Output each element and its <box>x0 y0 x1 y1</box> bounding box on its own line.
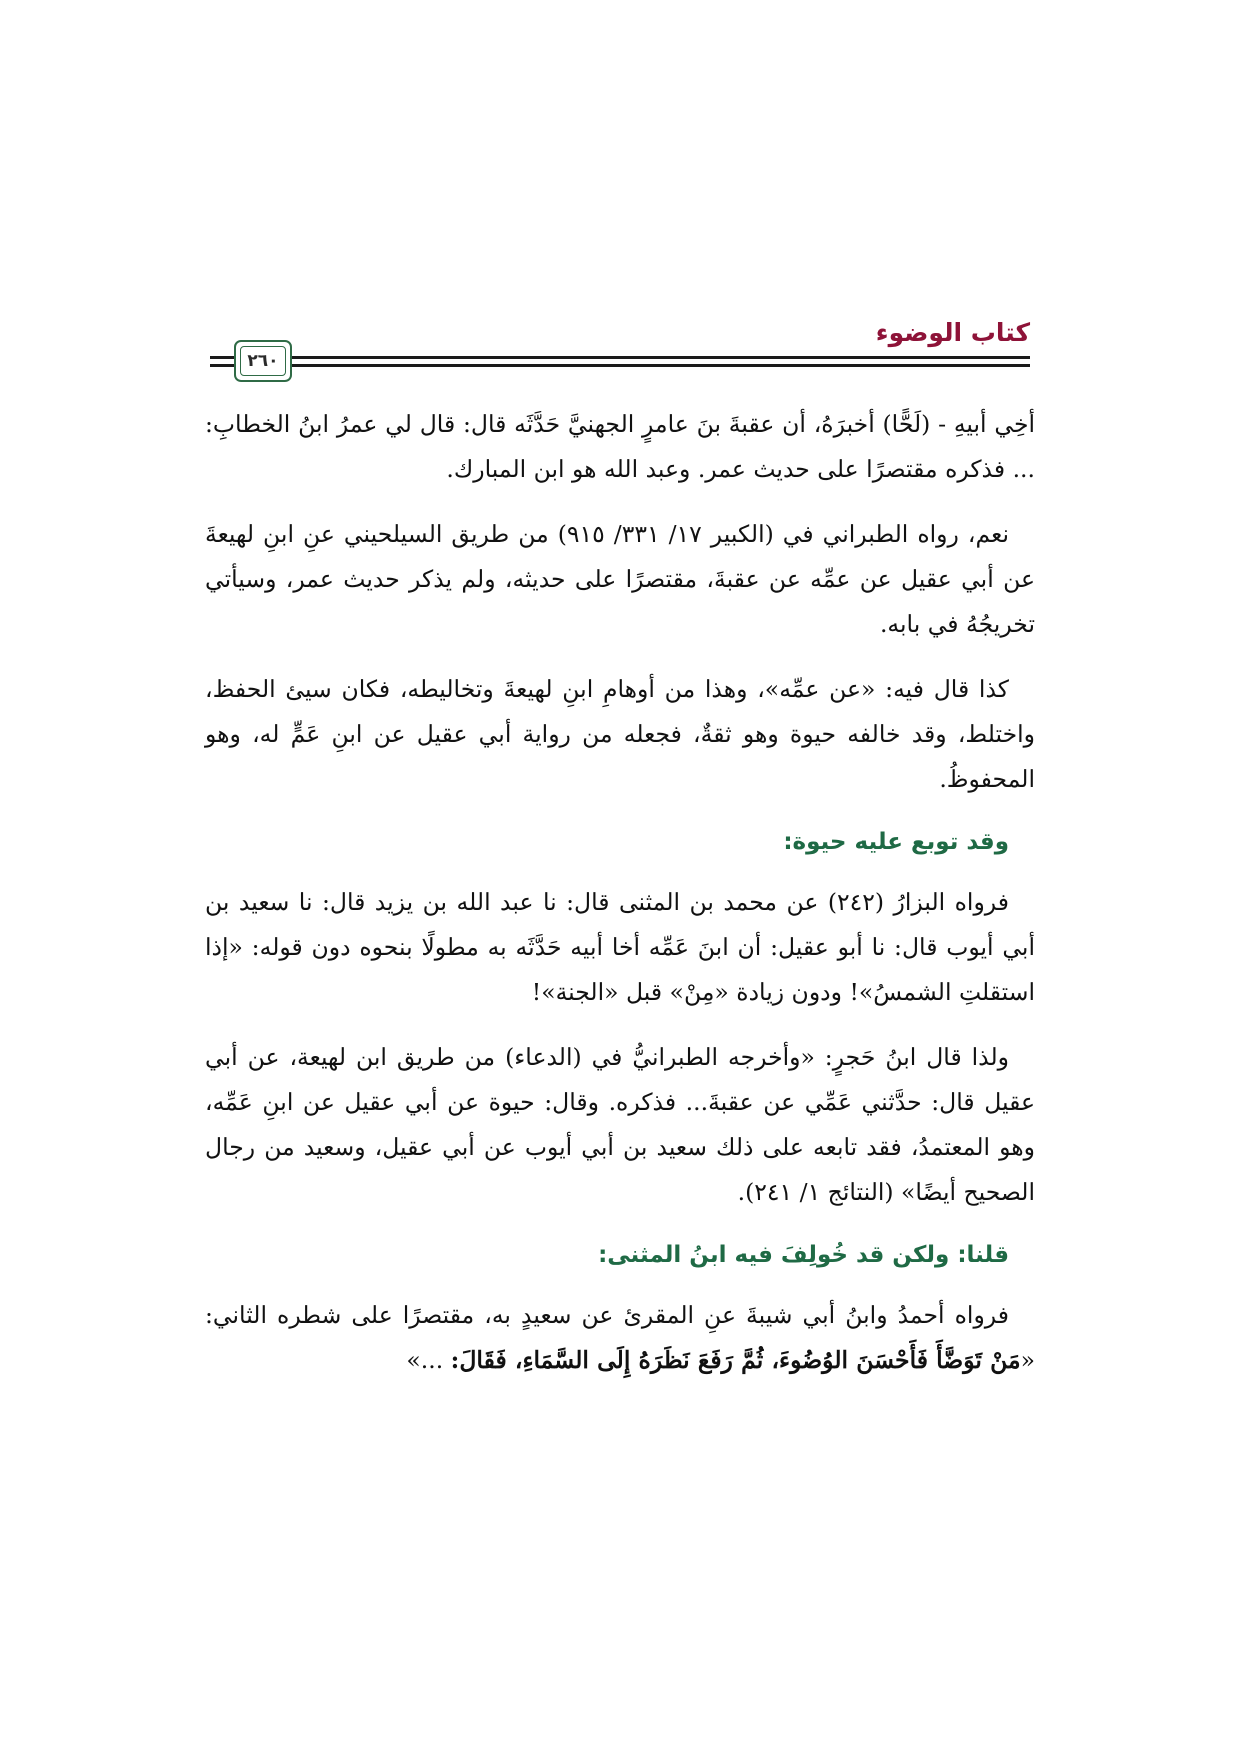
paragraph-4: فرواه البزارُ (٢٤٢) عن محمد بن المثنى قال: نا عبد الله بن يزيد قال: نا سعيد بن أبي أيوب قال: نا أبو عقيل: أن ابنَ عَمِّه أخا أبيه حَدَّثَه به مطولًا بنحوه دون قوله: «إذا استقلتِ الشمسُ»! ودون زيادة «مِنْ» قبل «الجنة»! <box>205 888 1035 1006</box>
book-title: كتاب الوضوء <box>875 318 1030 347</box>
page-body <box>205 402 1035 1403</box>
heading-rest: ولكن قد خُولِفَ فيه ابنُ المثنى: <box>598 1242 950 1268</box>
paragraph-2: نعم، رواه الطبراني في (الكبير ١٧/ ٣٣١/ ٩١٥) من طريق السيلحيني عنِ ابنِ لهيعةَ عن أبي عقيل عن عمِّه عن عقبةَ، مقتصرًا على حديثه، ولم يذكر حديث عمر، وسيأتي تخريجُهُ في بابه. <box>205 520 1035 638</box>
paragraph-6-outro: ...» <box>406 1346 451 1374</box>
hadith-text: مَنْ تَوَضَّأَ فَأَحْسَنَ الوُضُوءَ، ثُمَّ رَفَعَ نَظَرَهُ إِلَى السَّمَاءِ، فَقَالَ: <box>450 1346 1021 1374</box>
paragraph-1: أخِي أبيهِ - (لَحًّا) أخبرَهُ، أن عقبةَ بنَ عامرٍ الجهنيَّ حَدَّثَه قال: قال لي عمرُ ابنُ الخطابِ: ... فذكره مقتصرًا على حديث عمر. وعبد الله هو ابن المبارك. <box>205 410 1035 483</box>
section-heading-2 <box>205 1235 1035 1275</box>
paragraph-6 <box>205 1293 1035 1383</box>
section-heading-1: وقد توبع عليه حيوة: <box>783 829 1009 855</box>
paragraph-5: ولذا قال ابنُ حَجرٍ: «وأخرجه الطبرانيُّ في (الدعاء) من طريق ابن لهيعة، عن أبي عقيل قال: حدَّثني عَمِّي عن عقبةَ... فذكره. وقال: حيوة عن أبي عقيل عن ابنِ عَمِّه، وهو المعتمدُ، فقد تابعه على ذلك سعيد بن أبي أيوب عن أبي عقيل، وسعيد من رجال الصحيح أيضًا» (النتائج ١/ ٢٤١). <box>205 1043 1035 1206</box>
page-header <box>210 300 1030 390</box>
page-number: ٢٦٠ <box>240 346 286 376</box>
header-rule-bottom <box>210 364 1030 367</box>
paragraph-6-intro: فرواه أحمدُ وابنُ أبي شيبةَ عنِ المقرئ عن سعيدٍ به، مقتصرًا على شطره الثاني: « <box>205 1301 1035 1374</box>
heading-lead: قلنا: <box>957 1242 1009 1268</box>
page-number-badge <box>234 340 292 382</box>
header-rule-top <box>210 356 1030 359</box>
paragraph-3: كذا قال فيه: «عن عمِّه»، وهذا من أوهامِ ابنِ لهيعةَ وتخاليطه، فكان سيئ الحفظ، واختلط، وقد خالفه حيوة وهو ثقةٌ، فجعله من رواية أبي عقيل عن ابنِ عَمٍّ له، وهو المحفوظُ. <box>205 675 1035 793</box>
